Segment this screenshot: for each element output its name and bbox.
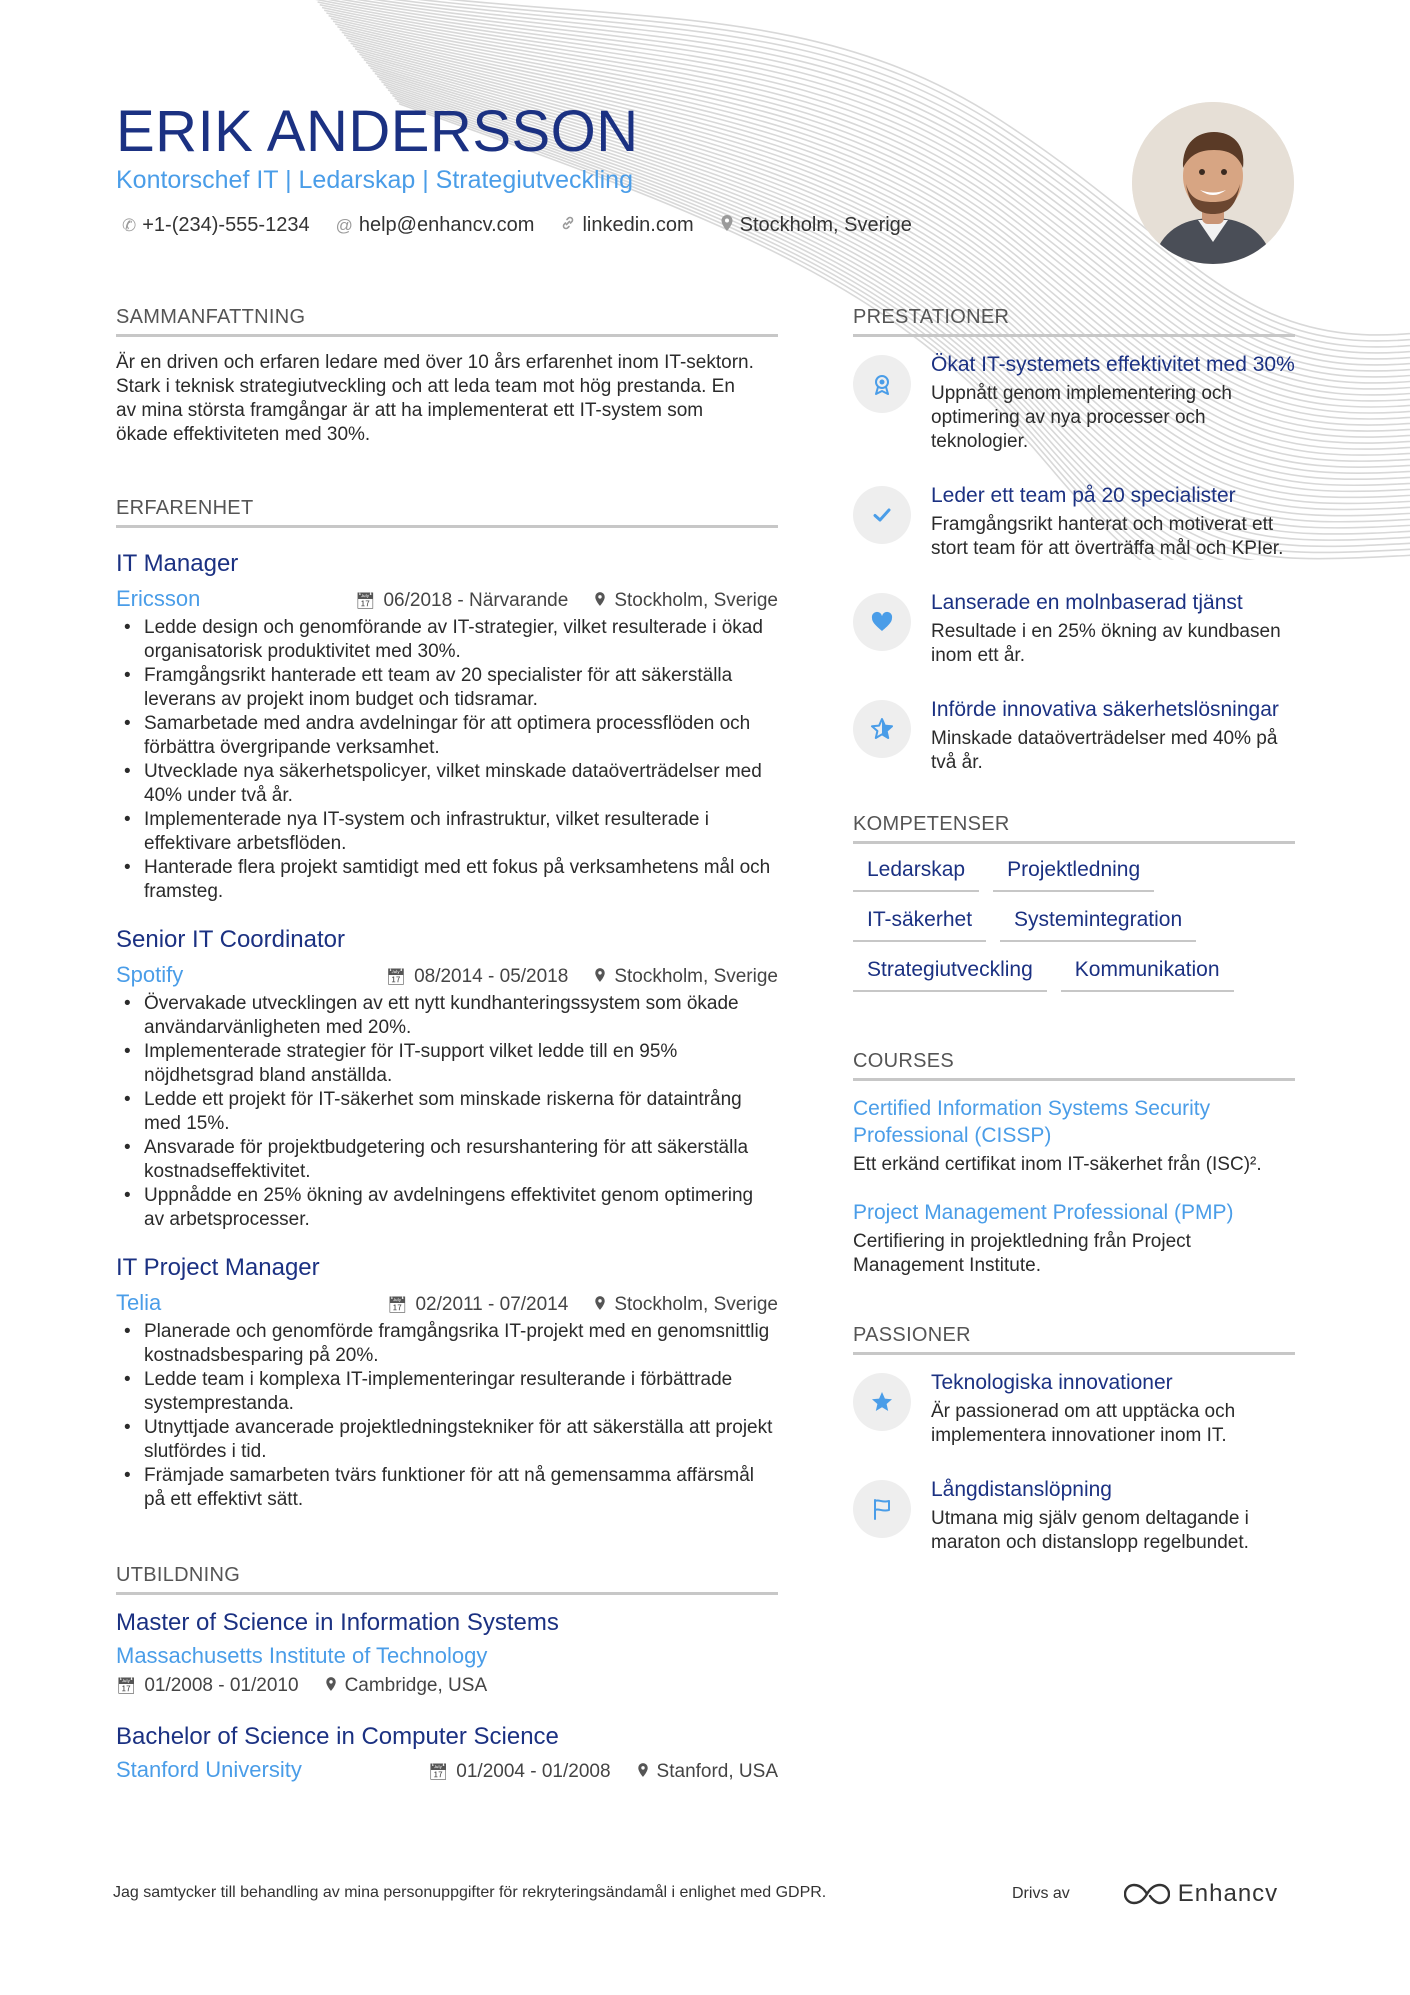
link-icon [560, 215, 576, 236]
passions-heading: PASSIONER [853, 1324, 1295, 1355]
achievements-section [853, 306, 1295, 775]
calendar-icon: 📅︎ [355, 593, 376, 610]
star-icon [853, 1373, 911, 1431]
list-item: • Övervakade utvecklingen av ett nytt kundhanteringssystem som ökade användarvänligheten med 20%. [116, 992, 778, 1040]
course-title: Certified Information Systems Security Professional (CISSP) [853, 1097, 1211, 1147]
passion-desc: Är passionerad om att upptäcka och implementera innovationer inom IT. [931, 1401, 1236, 1446]
achievement-title: Lanserade en molnbaserad tjänst [931, 591, 1243, 614]
powered-by-label: Drivs av [1012, 1885, 1070, 1902]
education-section [116, 1564, 778, 1783]
achievement-item [853, 482, 1295, 561]
passion-title: Långdistanslöpning [931, 1478, 1112, 1501]
education-degree: Master of Science in Information Systems [116, 1609, 559, 1636]
passion-desc: Utmana mig själv genom deltagande i maraton och distanslopp regelbundet. [931, 1508, 1249, 1553]
job-entry [116, 550, 778, 904]
job-location: Stockholm, Sverige [594, 966, 778, 988]
passions-section [853, 1324, 1295, 1555]
education-dates: 📅︎ 01/2008 - 01/2010 [116, 1675, 299, 1696]
list-item: • Planerade och genomförde framgångsrika IT-projekt med en genomsnittlig kostnadsbesparing på 20%. [116, 1320, 778, 1368]
courses-section [853, 1050, 1295, 1278]
left-column [116, 306, 778, 1783]
passion-item [853, 1369, 1295, 1448]
job-dates: 📅︎ 06/2018 - Närvarande [355, 590, 569, 611]
contact-location: Stockholm, Sverige [720, 214, 912, 237]
achievement-title: Införde innovativa säkerhetslösningar [931, 698, 1279, 721]
achievement-desc: Minskade dataöverträdelser med 40% på två år. [931, 728, 1278, 773]
experience-heading: ERFARENHET [116, 497, 778, 528]
profile-photo [1132, 102, 1294, 264]
course-title: Project Management Professional (PMP) [853, 1201, 1234, 1224]
calendar-icon: 📅︎ [385, 969, 407, 986]
course-desc: Certifiering in projektledning från Project Management Institute. [853, 1231, 1191, 1276]
list-item: • Utnyttjade avancerade projektledningstekniker för att säkerställa att projekt slutfördes i tid. [116, 1416, 778, 1464]
contact-list [122, 214, 912, 237]
summary-heading: SAMMANFATTNING [116, 306, 778, 337]
achievement-desc: Uppnått genom implementering och optimering av nya processer och teknologier. [931, 383, 1233, 452]
passion-item [853, 1476, 1295, 1555]
skill-tag: IT-säkerhet [853, 908, 986, 942]
job-bullets [116, 992, 778, 1232]
job-location: Stockholm, Sverige [594, 590, 778, 612]
at-icon: @ [335, 215, 353, 235]
job-entry [116, 1254, 778, 1512]
list-item: • Ledde ett projekt för IT-säkerhet som minskade riskerna för dataintrång med 15%. [116, 1088, 778, 1136]
job-company: Ericsson [116, 586, 201, 611]
achievement-item [853, 696, 1295, 775]
candidate-name: ERIK ANDERSSON [116, 99, 639, 164]
right-column [853, 306, 1295, 1583]
star-icon [853, 700, 911, 758]
location-icon [325, 1676, 337, 1697]
location-icon [594, 1295, 606, 1316]
education-entry [116, 1609, 778, 1697]
list-item: • Utvecklade nya säkerhetspolicyer, vilket minskade dataöverträdelser med 40% under två år. [116, 760, 778, 808]
job-company: Telia [116, 1290, 162, 1315]
contact-email[interactable]: @ help@enhancv.com [335, 214, 535, 236]
location-icon [594, 967, 606, 988]
list-item: • Hanterade flera projekt samtidigt med ett fokus på verksamhetens mål och framsteg. [116, 856, 778, 904]
location-icon [637, 1762, 649, 1783]
achievement-desc: Framgångsrikt hanterat och motiverat ett stort team för att överträffa mål och KPIer. [931, 514, 1284, 559]
course-desc: Ett erkänd certifikat inom IT-säkerhet från (ISC)². [853, 1154, 1262, 1175]
education-entry [116, 1723, 778, 1783]
calendar-icon: 📅︎ [116, 1678, 137, 1695]
list-item: • Implementerade strategier för IT-support vilket ledde till en 95% nöjdhetsgrad bland anställda. [116, 1040, 778, 1088]
check-icon [853, 486, 911, 544]
contact-phone[interactable]: ✆ +1-(234)-555-1234 [122, 214, 310, 236]
list-item: • Uppnådde en 25% ökning av avdelningens effektivitet genom optimering av arbetsprocesser. [116, 1184, 778, 1232]
education-school: Stanford University [116, 1757, 302, 1782]
courses-heading: COURSES [853, 1050, 1295, 1081]
achievement-desc: Resultade i en 25% ökning av kundbasen inom ett år. [931, 621, 1281, 666]
candidate-subtitle: Kontorschef IT | Ledarskap | Strategiutveckling [116, 166, 633, 194]
job-title: Senior IT Coordinator [116, 926, 346, 953]
list-item: • Samarbetade med andra avdelningar för att optimera processflöden och förbättra övergripande verksamhet. [116, 712, 778, 760]
calendar-icon: 📅︎ [427, 1764, 449, 1781]
skills-section [853, 813, 1295, 992]
job-title: IT Project Manager [116, 1254, 320, 1281]
experience-section [116, 497, 778, 1512]
skill-tag: Projektledning [993, 858, 1154, 892]
list-item: • Framgångsrikt hanterade ett team av 20 specialister för att säkerställa leverans av projekt inom budget och tidsramar. [116, 664, 778, 712]
flag-icon [853, 1480, 911, 1538]
gdpr-consent: Jag samtycker till behandling av mina personuppgifter för rekryteringsändamål i enlighet med GDPR. [113, 1884, 827, 1901]
list-item: • Ansvarade för projektbudgetering och resurshantering för att säkerställa kostnadseffektivitet. [116, 1136, 778, 1184]
skill-tag: Ledarskap [853, 858, 979, 892]
education-location: Cambridge, USA [325, 1675, 488, 1697]
job-bullets [116, 1320, 778, 1512]
skills-heading: KOMPETENSER [853, 813, 1295, 844]
skill-tag: Strategiutveckling [853, 958, 1047, 992]
job-entry [116, 926, 778, 1232]
education-heading: UTBILDNING [116, 1564, 778, 1595]
skill-tag: Kommunikation [1061, 958, 1234, 992]
education-location: Stanford, USA [637, 1761, 778, 1783]
job-dates: 📅︎ 02/2011 - 07/2014 [387, 1294, 569, 1315]
achievement-title: Ökat IT-systemets effektivitet med 30% [931, 353, 1295, 376]
enhancv-logo[interactable]: Enhancv [1124, 1880, 1278, 1908]
course-item [853, 1199, 1295, 1278]
achievement-item [853, 589, 1295, 668]
passion-title: Teknologiska innovationer [931, 1371, 1173, 1394]
heart-icon [853, 593, 911, 651]
education-school: Massachusetts Institute of Technology [116, 1643, 488, 1668]
footer-brand [1012, 1880, 1278, 1908]
course-item [853, 1095, 1295, 1177]
job-dates: 📅︎ 08/2014 - 05/2018 [385, 966, 569, 987]
education-degree: Bachelor of Science in Computer Science [116, 1723, 559, 1750]
job-title: IT Manager [116, 550, 239, 577]
summary-text: Är en driven och erfaren ledare med över 10 års erfarenhet inom IT-sektorn. Stark i teknisk strategiutveckling och att leda team mot hög prestanda. En av mina största framgångar är att ha implementerat ett IT-system som ökade effektiviteten med 30%. [116, 352, 754, 445]
achievement-title: Leder ett team på 20 specialister [931, 484, 1236, 507]
education-dates: 📅︎ 01/2004 - 01/2008 [427, 1761, 611, 1782]
achievement-item [853, 351, 1295, 454]
list-item: • Ledde design och genomförande av IT-strategier, vilket resulterade i ökad organisatorisk produktivitet med 30%. [116, 616, 778, 664]
job-company: Spotify [116, 962, 184, 987]
phone-icon: ✆ [122, 215, 137, 235]
calendar-icon: 📅︎ [387, 1297, 408, 1314]
location-icon [594, 591, 606, 612]
skills-list [853, 858, 1295, 992]
job-location: Stockholm, Sverige [594, 1294, 778, 1316]
list-item: • Främjade samarbeten tvärs funktioner för att nå gemensamma affärsmål på ett effektivt sätt. [116, 1464, 778, 1512]
award-icon [853, 355, 911, 413]
list-item: • Ledde team i komplexa IT-implementeringar resulterande i förbättrade systemprestanda. [116, 1368, 778, 1416]
job-bullets [116, 616, 778, 904]
infinity-icon [1124, 1882, 1170, 1906]
summary-section [116, 306, 778, 447]
skill-tag: Systemintegration [1000, 908, 1196, 942]
list-item: • Implementerade nya IT-system och infrastruktur, vilket resulterade i effektivare arbetsflöden. [116, 808, 778, 856]
location-icon [720, 214, 734, 237]
achievements-heading: PRESTATIONER [853, 306, 1295, 337]
contact-linkedin[interactable]: linkedin.com [560, 214, 693, 237]
